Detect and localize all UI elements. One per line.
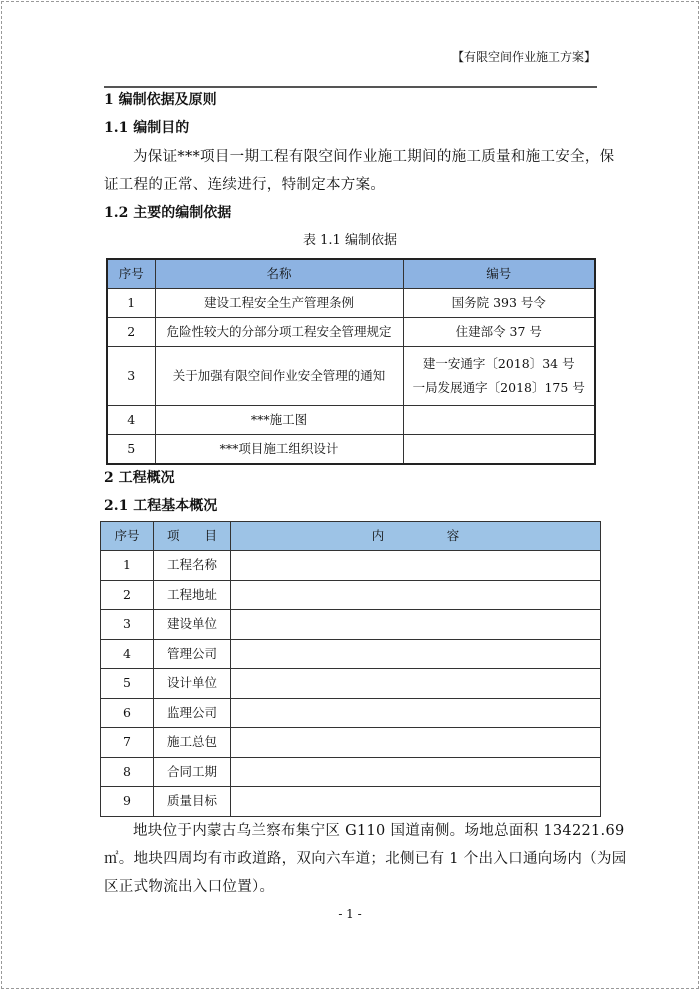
cell: ***项目施工组织设计 — [155, 435, 403, 465]
cell-line: 建一安通字〔2018〕34 号 — [422, 356, 575, 371]
cell — [231, 669, 601, 699]
table-row — [107, 406, 595, 435]
cell — [231, 787, 601, 817]
table-row — [101, 669, 601, 699]
cell — [231, 551, 601, 581]
table-header-row — [101, 522, 601, 551]
cell-line: 一局发展通字〔2018〕175 号 — [412, 380, 585, 395]
cell: 质量目标 — [154, 787, 231, 817]
cell: 4 — [107, 406, 155, 435]
table-basis — [106, 258, 596, 465]
cell — [231, 728, 601, 758]
cell — [403, 347, 595, 406]
col-header: 序号 — [107, 259, 155, 289]
cell: 5 — [107, 435, 155, 465]
table-header-row — [107, 259, 595, 289]
table-row — [101, 728, 601, 758]
running-header: 【有限空间作业施工方案】 — [451, 50, 596, 64]
cell — [231, 639, 601, 669]
cell — [403, 406, 595, 435]
cell: 国务院 393 号令 — [403, 289, 595, 318]
cell: 7 — [101, 728, 154, 758]
table-row — [101, 757, 601, 787]
cell: 5 — [101, 669, 154, 699]
para2-line: 区正式物流出入口位置）。 — [104, 879, 275, 895]
table-row — [101, 551, 601, 581]
cell: 建设工程安全生产管理条例 — [155, 289, 403, 318]
cell: 工程名称 — [154, 551, 231, 581]
col-header: 内 容 — [231, 522, 601, 551]
table-row — [107, 347, 595, 406]
para2-line: ㎡。地块四周均有市政道路，双向六车道；北侧已有 1 个出入口通向场内（为园 — [104, 851, 627, 867]
heading-2-1: 2.1 工程基本概况 — [104, 498, 218, 514]
cell: 6 — [101, 698, 154, 728]
cell — [231, 757, 601, 787]
cell: 危险性较大的分部分项工程安全管理规定 — [155, 318, 403, 347]
cell: 关于加强有限空间作业安全管理的通知 — [155, 347, 403, 406]
cell: 监理公司 — [154, 698, 231, 728]
heading-2: 2 工程概况 — [104, 470, 175, 486]
cell: 设计单位 — [154, 669, 231, 699]
cell: 建设单位 — [154, 610, 231, 640]
para2-line: 地块位于内蒙古乌兰察布集宁区 G110 国道南侧。场地总面积 134221.69 — [133, 823, 625, 839]
table-overview — [100, 521, 601, 817]
cell: 工程地址 — [154, 580, 231, 610]
cell: 4 — [101, 639, 154, 669]
cell: 1 — [101, 551, 154, 581]
col-header: 序号 — [101, 522, 154, 551]
cell: 9 — [101, 787, 154, 817]
cell: 住建部令 37 号 — [403, 318, 595, 347]
heading-1: 1 编制依据及原则 — [104, 92, 217, 108]
cell — [231, 610, 601, 640]
cell: 8 — [101, 757, 154, 787]
table-row — [101, 787, 601, 817]
col-header: 编号 — [403, 259, 595, 289]
cell: 2 — [101, 580, 154, 610]
cell: 1 — [107, 289, 155, 318]
table-row — [101, 580, 601, 610]
cell — [231, 698, 601, 728]
heading-1-2: 1.2 主要的编制依据 — [104, 205, 232, 221]
cell — [231, 580, 601, 610]
cell: 3 — [107, 347, 155, 406]
table1-caption: 表 1.1 编制依据 — [303, 233, 397, 248]
table-row — [107, 289, 595, 318]
para1-line: 证工程的正常、连续进行，特制定本方案。 — [104, 177, 386, 193]
cell: 3 — [101, 610, 154, 640]
cell — [403, 435, 595, 465]
cell: 合同工期 — [154, 757, 231, 787]
col-header: 项 目 — [154, 522, 231, 551]
table-row — [107, 318, 595, 347]
page-number: - 1 - — [338, 907, 362, 921]
heading-1-1: 1.1 编制目的 — [104, 120, 190, 136]
table-row — [101, 639, 601, 669]
table-row — [107, 435, 595, 465]
cell: 2 — [107, 318, 155, 347]
header-rule — [104, 86, 597, 88]
para1-line: 为保证***项目一期工程有限空间作业施工期间的施工质量和施工安全，保 — [133, 149, 615, 165]
col-header: 名称 — [155, 259, 403, 289]
cell: 施工总包 — [154, 728, 231, 758]
table-row — [101, 610, 601, 640]
table-row — [101, 698, 601, 728]
cell: 管理公司 — [154, 639, 231, 669]
cell: ***施工图 — [155, 406, 403, 435]
